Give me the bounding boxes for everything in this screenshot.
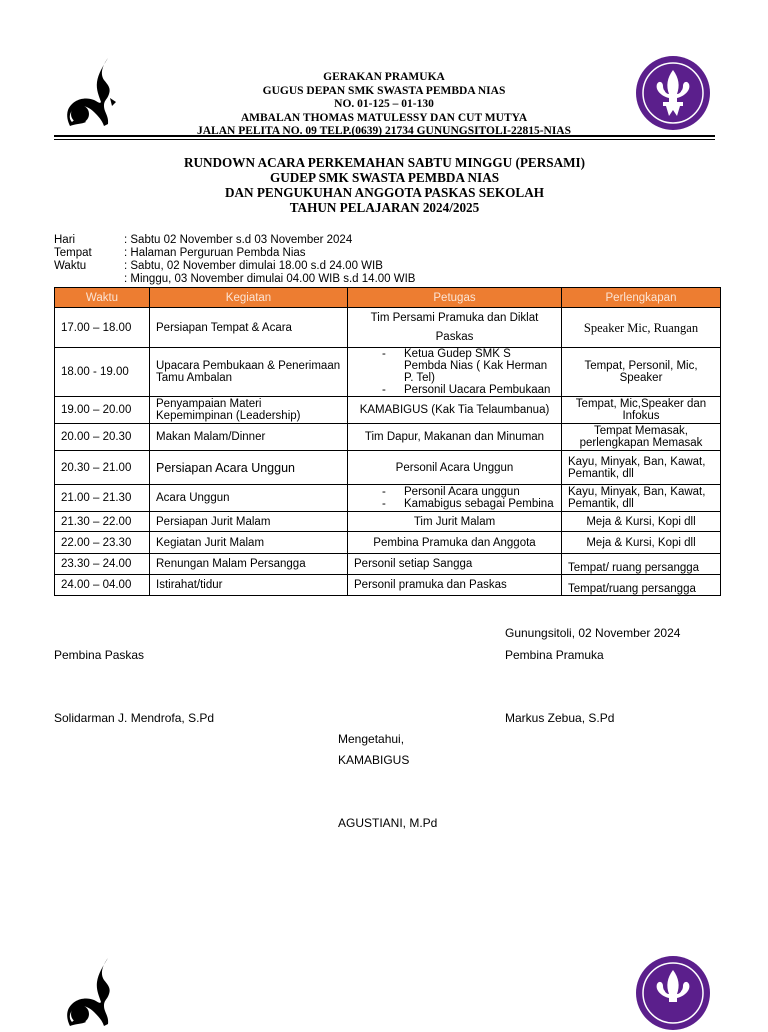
cell-waktu: 20.00 – 20.30 — [55, 424, 150, 451]
cell-perlengkapan: Tempat, Personil, Mic, Speaker — [562, 348, 721, 397]
center-signer-name: AGUSTIANI, M.Pd — [338, 816, 438, 830]
cell-kegiatan: Istirahat/tidur — [150, 575, 348, 596]
cell-waktu: 22.00 – 23.30 — [55, 532, 150, 554]
cell-petugas: Pembina Pramuka dan Anggota — [348, 532, 562, 554]
letterhead — [150, 71, 618, 139]
cell-kegiatan: Persiapan Tempat & Acara — [150, 308, 348, 348]
cell-waktu: 21.00 – 21.30 — [55, 485, 150, 512]
place-date: Gunungsitoli, 02 November 2024 — [505, 626, 681, 640]
cell-kegiatan: Makan Malam/Dinner — [150, 424, 348, 451]
cell-kegiatan: Kegiatan Jurit Malam — [150, 532, 348, 554]
table-row — [55, 512, 721, 532]
letterhead-line: AMBALAN THOMAS MATULESSY DAN CUT MUTYA — [240, 111, 528, 124]
petugas-list-item: - Personil Acara unggun — [354, 486, 555, 498]
cell-waktu: 18.00 - 19.00 — [55, 348, 150, 397]
letterhead-line: JALAN PELITA NO. 09 TELP.(0639) 21734 GUNUNGSITOLI-22815-NIAS — [196, 125, 572, 138]
letterhead-line: GUGUS DEPAN SMK SWASTA PEMBDA NIAS — [262, 84, 506, 97]
letterhead-rule — [54, 135, 715, 137]
waktu-value-2: : Minggu, 03 November dimulai 04.00 WIB s.d 14.00 WIB — [124, 273, 416, 285]
world-scout-emblem-icon — [633, 54, 713, 132]
petugas-list-item: - Ketua Gudep SMK S Pembda Nias ( Kak Herman P. Tel) — [354, 348, 555, 384]
cell-perlengkapan: Tempat/ ruang persangga — [562, 554, 721, 575]
left-signer-name: Solidarman J. Mendrofa, S.Pd — [54, 711, 215, 725]
cell-petugas: KAMABIGUS (Kak Tia Telaumbanua) — [348, 397, 562, 424]
tunas-kelapa-icon — [64, 954, 130, 1032]
cell-kegiatan: Upacara Pembukaan & Penerimaan Tamu Ambalan — [150, 348, 348, 397]
letterhead-rule-thin — [54, 139, 715, 140]
cell-petugas: Tim Dapur, Makanan dan Minuman — [348, 424, 562, 451]
petugas-list-item: - Personil Uacara Pembukaan — [354, 384, 555, 396]
letterhead-line: NO. 01-125 – 01-130 — [334, 98, 434, 111]
cell-petugas: Tim Jurit Malam — [348, 512, 562, 532]
table-header-row — [55, 288, 721, 308]
cell-kegiatan: Persiapan Acara Unggun — [150, 451, 348, 485]
hari-label: Hari — [54, 234, 76, 246]
cell-waktu: 24.00 – 04.00 — [55, 575, 150, 596]
cell-perlengkapan: Meja & Kursi, Kopi dll — [562, 532, 721, 554]
waktu-value-1: : Sabtu, 02 November dimulai 18.00 s.d 24.00 WIB — [124, 260, 383, 272]
title-line: DAN PENGUKUHAN ANGGOTA PASKAS SEKOLAH — [225, 185, 544, 200]
table-row — [55, 451, 721, 485]
cell-kegiatan: Renungan Malam Persangga — [150, 554, 348, 575]
title-line: GUDEP SMK SWASTA PEMBDA NIAS — [269, 170, 500, 185]
table-row — [55, 424, 721, 451]
cell-waktu: 23.30 – 24.00 — [55, 554, 150, 575]
letterhead-line: GERAKAN PRAMUKA — [323, 71, 445, 83]
cell-perlengkapan: Speaker Mic, Ruangan — [562, 308, 721, 348]
table-row — [55, 348, 721, 397]
right-signer-name: Markus Zebua, S.Pd — [505, 711, 615, 725]
cell-petugas: Personil setiap Sangga — [348, 554, 562, 575]
document-title — [54, 155, 715, 215]
cell-kegiatan: Penyampaian Materi Kepemimpinan (Leadership) — [150, 397, 348, 424]
cell-kegiatan: Persiapan Jurit Malam — [150, 512, 348, 532]
left-signer-role: Pembina Paskas — [54, 648, 145, 662]
cell-perlengkapan: Kayu, Minyak, Ban, Kawat, Pemantik, dll — [562, 451, 721, 485]
cell-petugas — [348, 485, 562, 512]
tempat-label: Tempat — [54, 247, 92, 259]
cell-petugas: Tim Persami Pramuka dan Diklat Paskas — [348, 308, 562, 348]
mengetahui-label: Mengetahui, — [338, 732, 405, 746]
cell-petugas: Personil pramuka dan Paskas — [348, 575, 562, 596]
event-info — [54, 234, 415, 286]
cell-waktu: 19.00 – 20.00 — [55, 397, 150, 424]
tempat-value: : Halaman Perguruan Pembda Nias — [124, 247, 306, 259]
table-row — [55, 397, 721, 424]
cell-perlengkapan: Tempat, Mic,Speaker dan Infokus — [562, 397, 721, 424]
table-row — [55, 575, 721, 596]
title-line: TAHUN PELAJARAN 2024/2025 — [289, 200, 480, 215]
world-scout-emblem-icon — [633, 954, 713, 1032]
cell-perlengkapan: Kayu, Minyak, Ban, Kawat, Pemantik, dll — [562, 485, 721, 512]
tunas-kelapa-icon — [64, 54, 130, 132]
kamabigus-role: KAMABIGUS — [338, 753, 410, 767]
hari-value: : Sabtu 02 November s.d 03 November 2024 — [124, 234, 353, 246]
cell-petugas — [348, 348, 562, 397]
waktu-label: Waktu — [54, 260, 87, 272]
table-row — [55, 485, 721, 512]
table-row — [55, 308, 721, 348]
right-signer-role: Pembina Pramuka — [505, 648, 604, 662]
rundown-table — [54, 287, 721, 596]
header-kegiatan: Kegiatan — [150, 288, 348, 308]
table-row — [55, 532, 721, 554]
cell-petugas: Personil Acara Unggun — [348, 451, 562, 485]
cell-perlengkapan: Tempat/ruang persangga — [562, 575, 721, 596]
header-petugas: Petugas — [348, 288, 562, 308]
cell-waktu: 20.30 – 21.00 — [55, 451, 150, 485]
title-line: RUNDOWN ACARA PERKEMAHAN SABTU MINGGU (PERSAMI) — [183, 155, 586, 170]
header-waktu: Waktu — [55, 288, 150, 308]
cell-waktu: 17.00 – 18.00 — [55, 308, 150, 348]
petugas-list-item: - Kamabigus sebagai Pembina — [354, 498, 555, 510]
cell-waktu: 21.30 – 22.00 — [55, 512, 150, 532]
cell-kegiatan: Acara Unggun — [150, 485, 348, 512]
cell-perlengkapan: Tempat Memasak, perlengkapan Memasak — [562, 424, 721, 451]
header-perlengkapan: Perlengkapan — [562, 288, 721, 308]
cell-perlengkapan: Meja & Kursi, Kopi dll — [562, 512, 721, 532]
table-row — [55, 554, 721, 575]
